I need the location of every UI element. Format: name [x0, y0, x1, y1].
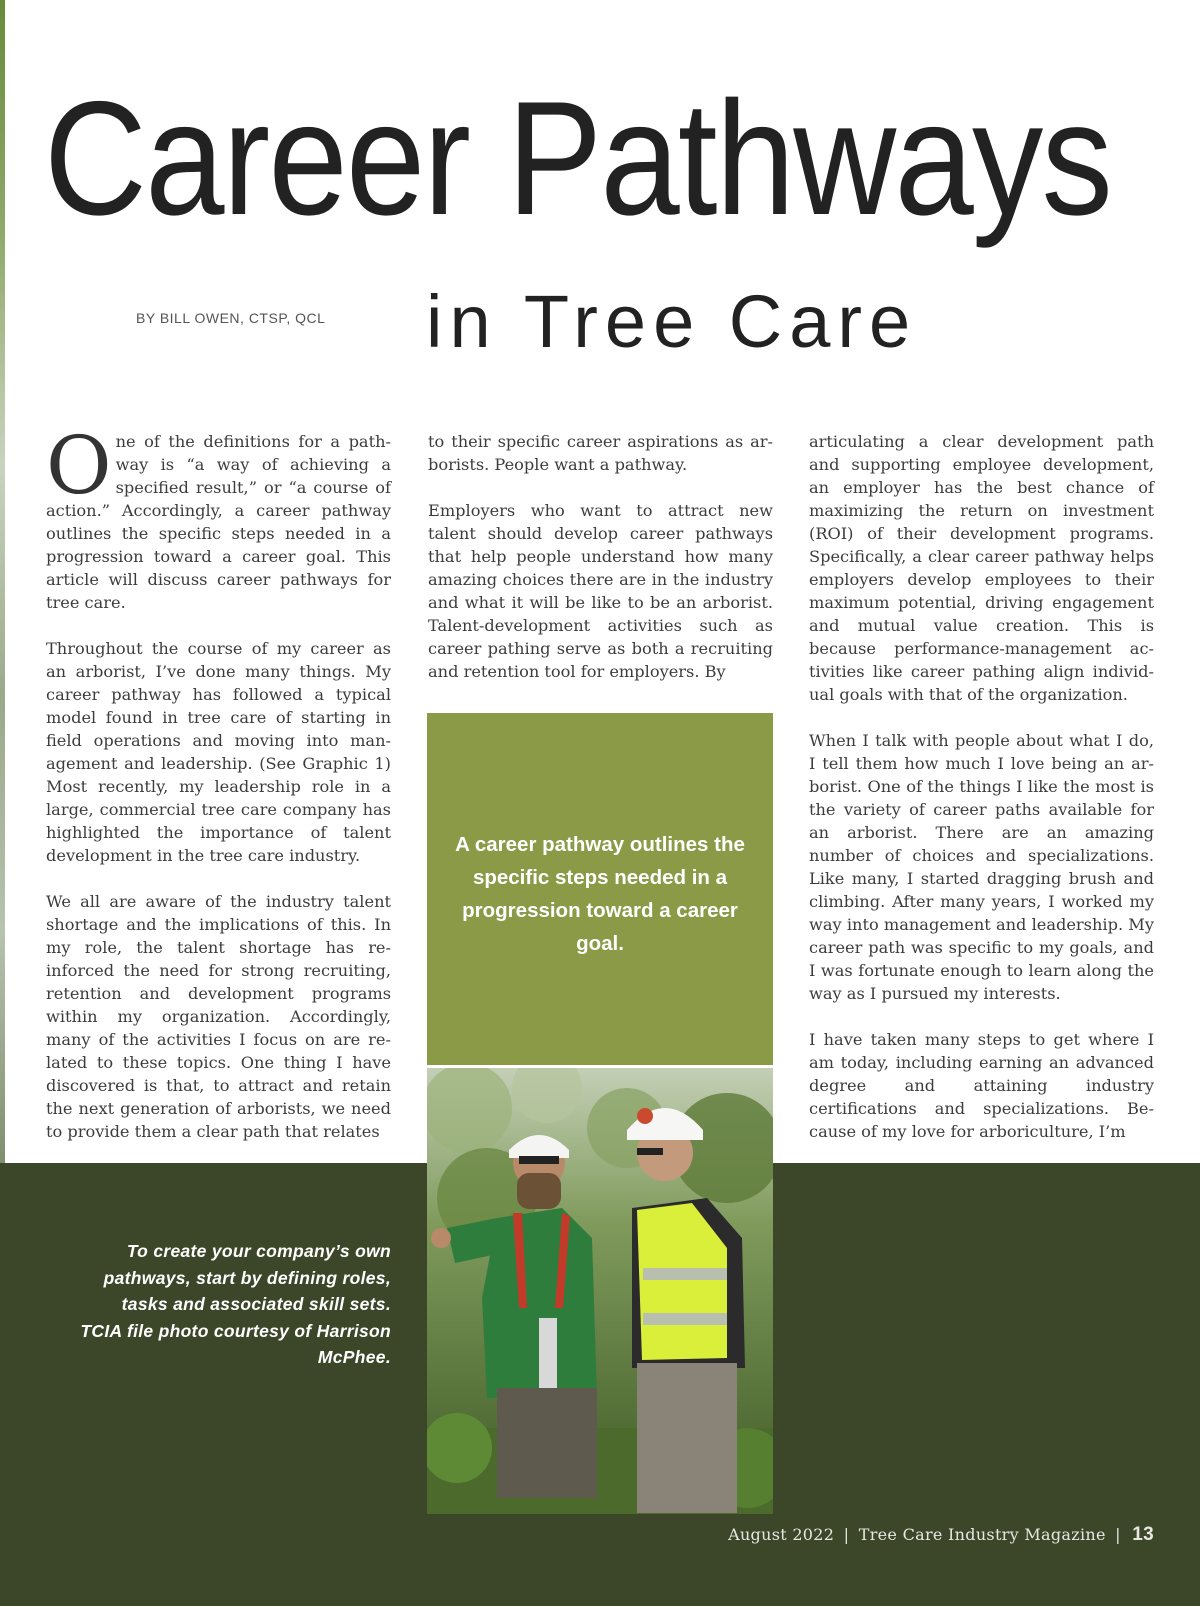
article-title: Career Pathways: [44, 68, 1112, 249]
paragraph: articulating a clear development path and supporting employee development, an employer has the best chance of maximizing the return on investment (ROI) of their development programs. Specifically, a clear career pathway helps employers develop employees to their maximum potential, driving engagement and mutual value creation. This is because performance-management activities like career pathing align individual goals with that of the organization.: [809, 432, 1154, 704]
footer-separator: |: [1115, 1525, 1121, 1544]
article-subtitle: in Tree Care: [426, 280, 918, 363]
paragraph: [46, 419, 391, 614]
pull-quote-box: [427, 713, 773, 1065]
photo-caption: To create your company’s own pathways, start by defining roles, tasks and associated skill sets. TCIA file photo courtesy of Harrison McPhee.: [80, 1241, 391, 1367]
footer-separator: |: [843, 1525, 850, 1544]
paragraph: Employers who want to attract new talent should develop career pathways that help people understand how many amazing choices there are in the industry and what it will be like to be an arborist. Talent-development activities such as career pathing serve as both a recruiting and retention tool for employers. By: [428, 501, 773, 681]
paragraph: Throughout the course of my career as an arborist, I’ve done many things. My career pathway has followed a typical model found in tree care of starting in field operations and moving into management and leadership. (See Graphic 1) Most recently, my leadership role in a large, commercial tree care company has highlighted the importance of talent development in the tree care industry.: [46, 639, 391, 865]
paragraph: to their specific career aspirations as arborists. People want a pathway.: [428, 432, 773, 474]
left-edge-foliage-strip: [0, 0, 5, 1163]
body-column-2: [428, 430, 773, 683]
byline: BY BILL OWEN, CTSP, QCL: [136, 310, 326, 326]
page-footer: [728, 1524, 1154, 1546]
arborists-photo: [427, 1068, 773, 1514]
drop-cap: O: [46, 419, 112, 512]
body-column-1: [46, 419, 391, 1143]
footer-date: August 2022: [728, 1525, 835, 1544]
footer-publication: Tree Care Industry Magazine: [858, 1525, 1106, 1544]
paragraph: When I talk with people about what I do, I tell them how much I love being an arborist. One of the things I like the most is the variety of career paths available for an arborist. There are an amazing number of choices and specializations. Like many, I started dragging brush and climbing. After many years, I worked my way into management and leadership. My career path was specific to my goals, and I was fortunate enough to learn along the way as I pursued my interests.: [809, 731, 1154, 1003]
body-column-3: [809, 430, 1154, 1143]
paragraph-text: ne of the definitions for a pathway is “a way of achieving a specified result,” or “a course of action.” Accordingly, a career pathway outlines the specific steps needed in a progression toward a career goal. This article will discuss career pathways for tree care.: [46, 432, 391, 612]
paragraph: I have taken many steps to get where I am today, including earning an advanced degree and attaining industry certifications and specializations. Because of my love for arboriculture, I’m: [809, 1030, 1154, 1141]
pull-quote-text: A career pathway outlines the specific steps needed in a progression toward a career goal.: [455, 833, 745, 955]
paragraph: We all are aware of the industry talent shortage and the implications of this. In my role, the talent shortage has reinforced the need for strong recruiting, retention and development programs within my organization. Accordingly, many of the activities I focus on are related to these topics. One thing I have discovered is that, to attract and retain the next generation of arborists, we need to provide them a clear path that relates: [46, 892, 391, 1141]
page-number: 13: [1132, 1524, 1154, 1545]
